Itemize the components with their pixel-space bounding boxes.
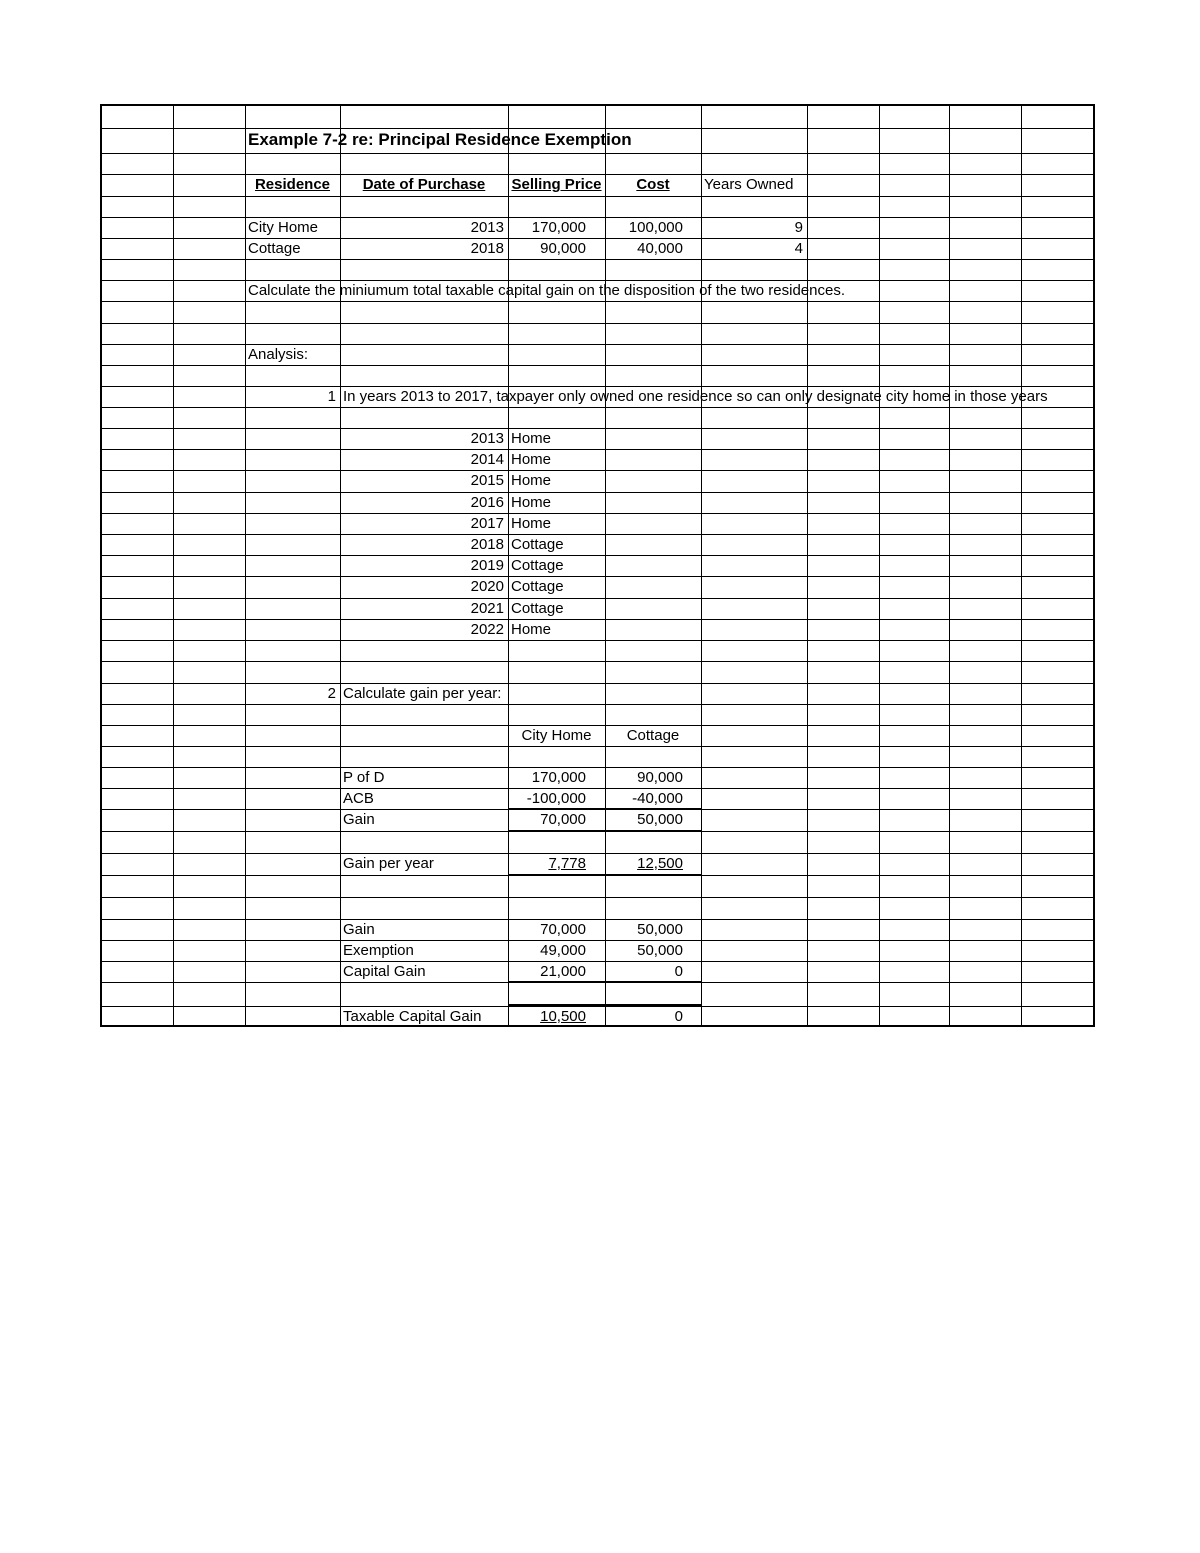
grid-row-line (100, 513, 1095, 514)
residence-date: 2013 (470, 219, 504, 236)
designation-residence: Home (511, 494, 552, 511)
calc-value-cottage: 50,000 (637, 942, 683, 959)
designation-year: 2020 (470, 578, 504, 595)
designation-residence: Home (511, 621, 552, 638)
grid-column-line (1021, 104, 1022, 1027)
residence-cost: 40,000 (637, 240, 683, 257)
grid-row-line (100, 576, 1095, 577)
calc-value-city: -100,000 (526, 790, 586, 807)
grid-row-line (100, 534, 1095, 535)
grid-column-line (949, 104, 950, 1027)
residence-name: Cottage (248, 240, 301, 257)
calc-label: Exemption (343, 942, 414, 959)
calc-label: Gain (343, 921, 375, 938)
instruction-text: Calculate the miniumum total taxable capital gain on the disposition of the two residences. (248, 282, 846, 299)
designation-year: 2016 (470, 494, 504, 511)
calc-value-city: 21,000 (540, 963, 586, 980)
grid-row-line (100, 555, 1095, 556)
designation-residence: Home (511, 472, 552, 489)
step2-text: Calculate gain per year: (343, 685, 502, 702)
grid-row-line (100, 640, 1095, 641)
grid-row-line (100, 128, 1095, 129)
step-number: 2 (327, 685, 336, 702)
step1-text: In years 2013 to 2017, taxpayer only owned one residence so can only designate city home in those years (343, 388, 1048, 405)
designation-residence: Cottage (511, 600, 564, 617)
designation-residence: Home (511, 430, 552, 447)
designation-year: 2019 (470, 557, 504, 574)
designation-residence: Home (511, 515, 552, 532)
grid-row-line (100, 897, 1095, 898)
grid-row-line (100, 961, 1095, 962)
designation-year: 2018 (470, 536, 504, 553)
grid-row-line (100, 153, 1095, 154)
calc-label: ACB (343, 790, 374, 807)
designation-residence: Cottage (511, 557, 564, 574)
header-cost: Cost (636, 176, 670, 193)
calc-value-cottage: 12,500 (637, 855, 683, 872)
residence-years: 4 (794, 240, 803, 257)
designation-year: 2015 (470, 472, 504, 489)
grid-row-line (100, 344, 1095, 345)
calc-value-cottage: 0 (674, 963, 683, 980)
grid-row-line (100, 788, 1095, 789)
designation-residence: Home (511, 451, 552, 468)
grid-row-line (100, 619, 1095, 620)
calc-label: Capital Gain (343, 963, 426, 980)
grid-row-line (100, 301, 1095, 302)
designation-year: 2013 (470, 430, 504, 447)
grid-column-line (340, 104, 341, 1027)
header-residence: Residence (254, 176, 331, 193)
calc-value-city: 70,000 (540, 811, 586, 828)
residence-date: 2018 (470, 240, 504, 257)
calc-header-city-home: City Home (521, 727, 592, 744)
grid-column-line (508, 104, 509, 1027)
grid-row-line (100, 661, 1095, 662)
designation-year: 2022 (470, 621, 504, 638)
calc-value-cottage: -40,000 (632, 790, 683, 807)
calc-value-city: 7,778 (548, 855, 586, 872)
calc-header-cottage: Cottage (626, 727, 680, 744)
grid-row-line (100, 767, 1095, 768)
grid-row-line (100, 449, 1095, 450)
header-date-of-purchase: Date of Purchase (362, 176, 486, 193)
calc-label: P of D (343, 769, 385, 786)
calc-value-cottage: 50,000 (637, 921, 683, 938)
grid-column-line (605, 104, 606, 1027)
residence-name: City Home (248, 219, 319, 236)
sheet-title: Example 7-2 re: Principal Residence Exemption (248, 130, 632, 149)
calc-value-city: 49,000 (540, 942, 586, 959)
grid-row-line (100, 365, 1095, 366)
grid-row-line (100, 746, 1095, 747)
designation-year: 2017 (470, 515, 504, 532)
calc-value-city: 170,000 (531, 769, 586, 786)
grid-row-line (100, 919, 1095, 920)
grid-column-line (173, 104, 174, 1027)
grid-column-line (879, 104, 880, 1027)
calc-label: Gain (343, 811, 375, 828)
analysis-label: Analysis: (248, 346, 309, 363)
grid-row-line (100, 853, 1095, 854)
designation-year: 2014 (470, 451, 504, 468)
grid-row-line (100, 386, 1095, 387)
calc-value-cottage: 50,000 (637, 811, 683, 828)
grid-row-line (100, 196, 1095, 197)
grid-row-line (100, 940, 1095, 941)
grid-row-line (100, 323, 1095, 324)
calc-label: Taxable Capital Gain (343, 1008, 482, 1025)
designation-year: 2021 (470, 600, 504, 617)
grid-column-line (701, 104, 702, 1027)
grid-row-line (100, 174, 1095, 175)
calc-value-cottage: 90,000 (637, 769, 683, 786)
grid-row-line (100, 704, 1095, 705)
grid-row-line (100, 217, 1095, 218)
total-border (508, 874, 701, 876)
subtotal-border (508, 981, 701, 983)
grid-row-line (100, 598, 1095, 599)
grid-row-line (100, 470, 1095, 471)
grid-row-line (100, 428, 1095, 429)
residence-price: 90,000 (540, 240, 586, 257)
designation-residence: Cottage (511, 578, 564, 595)
calc-value-city: 70,000 (540, 921, 586, 938)
grid-row-line (100, 259, 1095, 260)
total-border (508, 1004, 701, 1006)
grid-column-line (807, 104, 808, 1027)
residence-years: 9 (794, 219, 803, 236)
grid-row-line (100, 725, 1095, 726)
grid-row-line (100, 683, 1095, 684)
grid-row-line (100, 280, 1095, 281)
header-years-owned: Years Owned (704, 176, 794, 193)
grid-row-line (100, 492, 1095, 493)
grid-column-line (245, 104, 246, 1027)
grid-row-line (100, 238, 1095, 239)
total-border (508, 830, 701, 832)
step-number: 1 (327, 388, 336, 405)
grid-row-line (100, 1006, 1095, 1007)
designation-residence: Cottage (511, 536, 564, 553)
calc-value-cottage: 0 (674, 1008, 683, 1025)
calc-label: Gain per year (343, 855, 434, 872)
header-selling-price: Selling Price (511, 176, 602, 193)
calc-value-city: 10,500 (540, 1008, 586, 1025)
grid-row-line (100, 407, 1095, 408)
residence-price: 170,000 (531, 219, 586, 236)
residence-cost: 100,000 (628, 219, 683, 236)
subtotal-border (508, 808, 701, 810)
